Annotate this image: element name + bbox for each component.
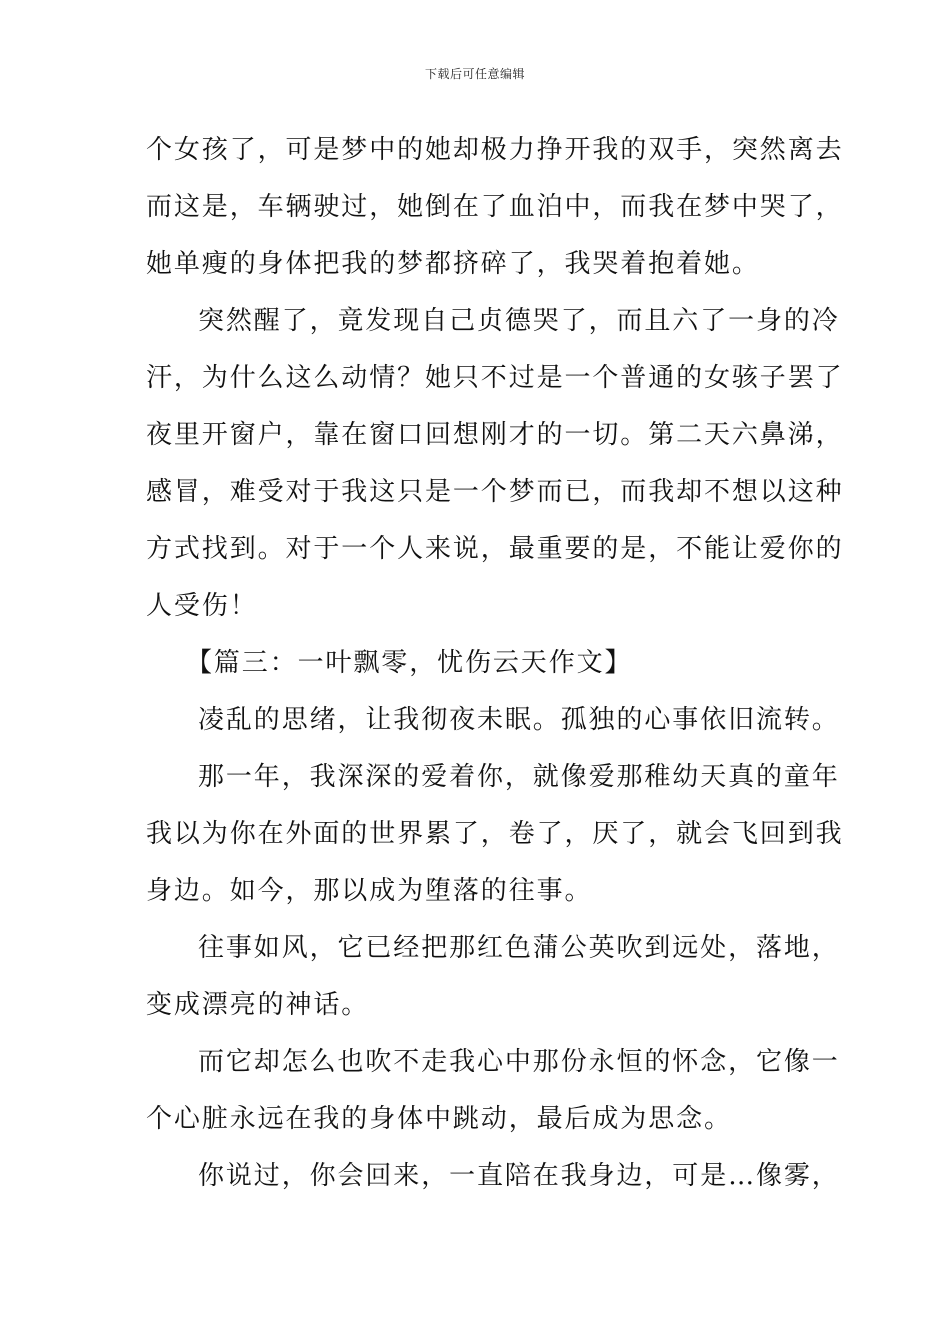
text-line: 夜里开窗户，靠在窗口回想刚才的一切。第二天六鼻涕， bbox=[146, 420, 844, 450]
section-title: 【篇三：一叶飘零，忧伤云天作文】 bbox=[186, 648, 633, 678]
text-line: 方式找到。对于一个人来说，最重要的是，不能让爱你的 bbox=[146, 534, 844, 564]
text-line: 汗，为什么这么动情？她只不过是一个普通的女骇子罢了 bbox=[146, 363, 844, 393]
text-line: 变成漂亮的神话。 bbox=[146, 990, 370, 1020]
text-line: 感冒，难受对于我这只是一个梦而已，而我却不想以这种 bbox=[146, 477, 844, 507]
text-line: 往事如风，它已经把那红色蒲公英吹到远处，落地， bbox=[198, 933, 840, 963]
text-line: 凌乱的思绪，让我彻夜未眠。孤独的心事依旧流转。 bbox=[198, 705, 840, 735]
text-line: 突然醒了，竟发现自己贞德哭了，而且六了一身的冷 bbox=[198, 306, 840, 336]
text-line: 那一年，我深深的爱着你，就像爱那稚幼天真的童年 bbox=[198, 762, 840, 792]
text-line: 而它却怎么也吹不走我心中那份永恒的怀念，它像一 bbox=[198, 1047, 840, 1077]
text-line: 个女孩了，可是梦中的她却极力挣开我的双手，突然离去 bbox=[146, 135, 844, 165]
text-line: 她单瘦的身体把我的梦都挤碎了，我哭着抱着她。 bbox=[146, 249, 760, 279]
text-line: 而这是，车辆驶过，她倒在了血泊中，而我在梦中哭了， bbox=[146, 192, 844, 222]
text-line: 人受伤！ bbox=[146, 591, 258, 621]
text-line: 身边。如今，那以成为堕落的往事。 bbox=[146, 876, 593, 906]
text-line: 个心脏永远在我的身体中跳动，最后成为思念。 bbox=[146, 1104, 732, 1134]
text-line: 你说过，你会回来，一直陪在我身边，可是…像雾， bbox=[198, 1161, 840, 1191]
page-header: 下载后可任意编辑 bbox=[424, 67, 525, 81]
text-line: 我以为你在外面的世界累了，卷了，厌了，就会飞回到我 bbox=[146, 819, 844, 849]
